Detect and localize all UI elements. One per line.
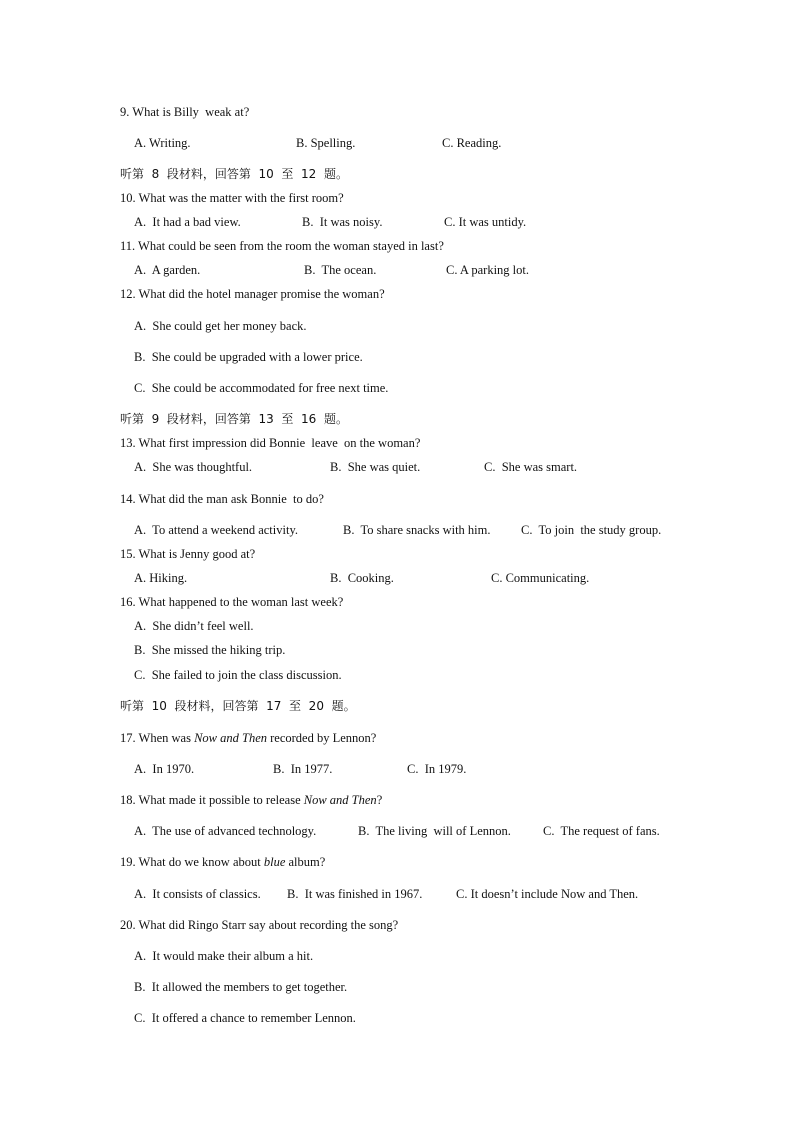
question-18-option-c: C. The request of fans. xyxy=(543,824,660,838)
question-16-option-a: A. She didn’t feel well. xyxy=(134,619,254,633)
question-20: 20. What did Ringo Starr say about recording the song? xyxy=(120,918,399,932)
question-15-option-a: A. Hiking. xyxy=(134,571,188,585)
question-14-option-a: A. To attend a weekend activity. xyxy=(134,523,299,537)
question-13-option-b: B. She was quiet. xyxy=(330,460,421,474)
section-heading-8: 听第 8 段材料，回答第 10 至 12 题。 xyxy=(120,167,348,181)
question-11-option-a: A. A garden. xyxy=(134,263,201,277)
question-14-option-c: C. To join the study group. xyxy=(521,523,662,537)
question-11: 11. What could be seen from the room the woman stayed in last? xyxy=(120,239,444,253)
question-17-option-a: A. In 1970. xyxy=(134,762,195,776)
question-12-option-b: B. She could be upgraded with a lower price. xyxy=(134,350,363,364)
question-12-option-a: A. She could get her money back. xyxy=(134,319,307,333)
question-20-option-b: B. It allowed the members to get together. xyxy=(134,980,348,994)
question-14: 14. What did the man ask Bonnie to do? xyxy=(120,492,324,506)
question-15-option-b: B. Cooking. xyxy=(330,571,394,585)
question-18: 18. What made it possible to release Now and Then? xyxy=(120,793,383,807)
song-title-italic: Now and Then xyxy=(194,731,267,745)
section-heading-9: 听第 9 段材料，回答第 13 至 16 题。 xyxy=(120,412,348,426)
question-10-option-b: B. It was noisy. xyxy=(302,215,383,229)
question-10: 10. What was the matter with the first room? xyxy=(120,191,344,205)
question-14-option-b: B. To share snacks with him. xyxy=(343,523,491,537)
question-13: 13. What first impression did Bonnie leave on the woman? xyxy=(120,436,421,450)
question-16: 16. What happened to the woman last week? xyxy=(120,595,344,609)
question-9-option-c: C. Reading. xyxy=(442,136,502,150)
question-19: 19. What do we know about blue album? xyxy=(120,855,326,869)
question-19-option-c: C. It doesn’t include Now and Then. xyxy=(456,887,639,901)
question-20-option-c: C. It offered a chance to remember Lennon. xyxy=(134,1011,356,1025)
question-18-option-a: A. The use of advanced technology. xyxy=(134,824,317,838)
question-12: 12. What did the hotel manager promise the woman? xyxy=(120,287,385,301)
question-10-option-a: A. It had a bad view. xyxy=(134,215,241,229)
section-heading-10: 听第 10 段材料，回答第 17 至 20 题。 xyxy=(120,699,356,713)
question-19-option-b: B. It was finished in 1967. xyxy=(287,887,423,901)
song-title-italic: Now and Then xyxy=(303,793,377,807)
question-20-option-a: A. It would make their album a hit. xyxy=(134,949,314,963)
question-16-option-b: B. She missed the hiking trip. xyxy=(134,643,286,657)
question-17: 17. When was Now and Then recorded by Lennon? xyxy=(120,731,377,745)
question-17-option-c: C. In 1979. xyxy=(407,762,467,776)
question-9: 9. What is Billy weak at? xyxy=(120,105,250,119)
question-12-option-c: C. She could be accommodated for free next time. xyxy=(134,381,389,395)
question-15-option-c: C. Communicating. xyxy=(491,571,590,585)
question-16-option-c: C. She failed to join the class discussion. xyxy=(134,668,342,682)
question-15: 15. What is Jenny good at? xyxy=(120,547,256,561)
question-11-option-b: B. The ocean. xyxy=(304,263,377,277)
question-9-option-b: B. Spelling. xyxy=(296,136,356,150)
question-11-option-c: C. A parking lot. xyxy=(446,263,529,277)
question-18-option-b: B. The living will of Lennon. xyxy=(358,824,511,838)
question-10-option-c: C. It was untidy. xyxy=(444,215,527,229)
question-13-option-c: C. She was smart. xyxy=(484,460,578,474)
album-name-italic: blue xyxy=(263,855,286,869)
question-9-option-a: A. Writing. xyxy=(134,136,191,150)
question-13-option-a: A. She was thoughtful. xyxy=(134,460,253,474)
question-17-option-b: B. In 1977. xyxy=(273,762,333,776)
question-19-option-a: A. It consists of classics. xyxy=(134,887,261,901)
